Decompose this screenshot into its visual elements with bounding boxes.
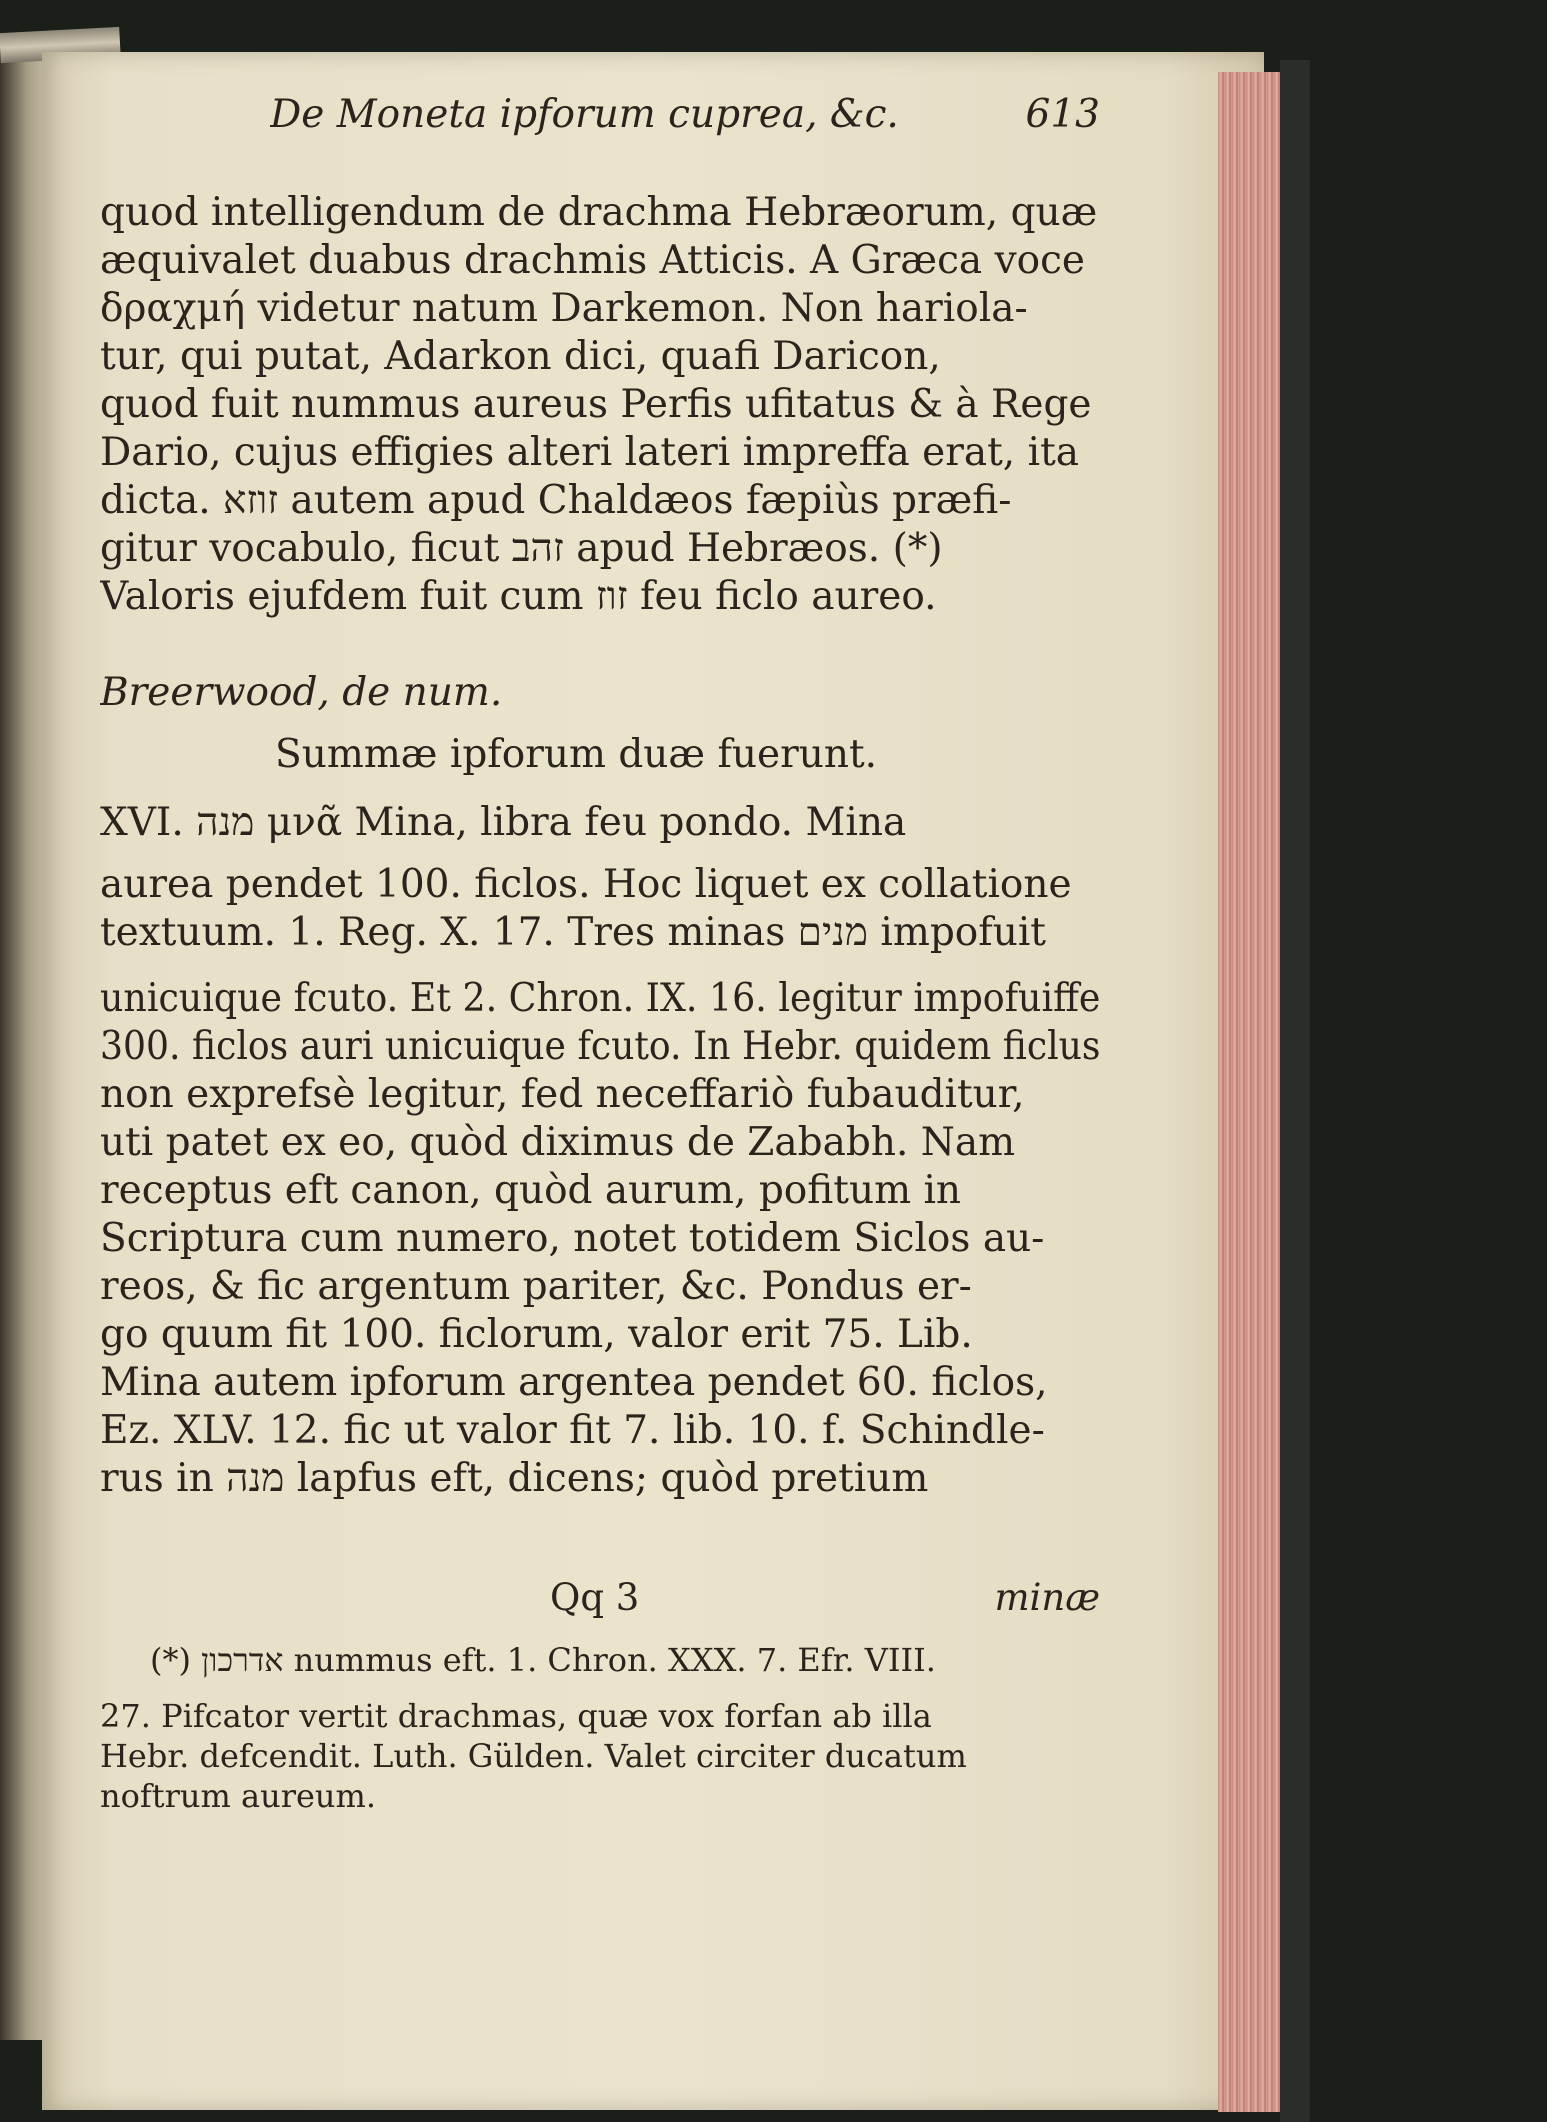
footnote-line: (*) אדרכון nummus eft. 1. Chron. XXX. 7. Efr. VIII. [150,1641,936,1679]
footnote-line: 27. Pifcator vertit drachmas, quæ vox forfan ab illa [100,1697,932,1735]
text-line: dicta. זוזא autem apud Chaldæos fæpiùs præfi- [100,478,1012,523]
text-line: textuum. 1. Reg. X. 17. Tres minas מנים impofuit [100,910,1046,955]
text-line: aurea pendet 100. ficlos. Hoc liquet ex collatione [100,862,1072,907]
catchword: minæ [994,1576,1100,1619]
text-line: 300. ficlos auri unicuique fcuto. In Hebr. quidem ficlus [100,1024,1100,1069]
text-line: rus in מנה lapfus eft, dicens; quòd pretium [100,1456,929,1501]
text-line: δραχμή videtur natum Darkemon. Non hariola- [100,286,1028,331]
text-line: tur, qui putat, Adarkon dici, quafi Daricon, [100,334,941,379]
text-line: quod fuit nummus aureus Perfis ufitatus & à Rege [100,382,1092,427]
signature-line [100,1575,1100,1621]
text-line: Mina autem ipforum argentea pendet 60. ficlos, [100,1360,1048,1405]
text-line: Valoris ejufdem fuit cum זוז feu ficlo aureo. [100,574,937,619]
footnote-line: noftrum aureum. [100,1777,377,1815]
signature-mark: Qq 3 [550,1576,640,1619]
text-line: Ez. XLV. 12. fic ut valor fit 7. lib. 10. f. Schindle- [100,1408,1045,1453]
text-line: æquivalet duabus drachmis Atticis. A Græca voce [100,238,1085,283]
text-line: receptus eft canon, quòd aurum, pofitum in [100,1168,962,1213]
running-title: De Moneta ipforum cuprea, &c. [270,92,899,137]
text-line: Dario, cujus effigies alteri lateri impreffa erat, ita [100,430,1079,475]
background-shadow [1280,60,1310,2122]
text-line: non exprefsè legitur, fed neceffariò fubauditur, [100,1072,1025,1117]
text-line: Scriptura cum numero, notet totidem Siclos au- [100,1216,1045,1261]
text-line: go quum fit 100. ficlorum, valor erit 75. Lib. [100,1312,973,1357]
text-line: quod intelligendum de drachma Hebræorum, quæ [100,190,1098,235]
section-intro: Summæ ipforum duæ fuerunt. [275,732,878,777]
page-block-edge [1218,72,1280,2112]
text-line: gitur vocabulo, ficut זהב apud Hebræos. (*) [100,526,943,571]
running-header [270,92,1100,138]
page-number: 613 [1025,92,1100,137]
citation-line: Breerwood, de num. [100,670,503,715]
text-line: unicuique fcuto. Et 2. Chron. IX. 16. legitur impofuiffe [100,976,1100,1021]
section-heading-line: XVI. מנה μνᾶ Mina, libra feu pondo. Mina [100,800,907,845]
text-line: uti patet ex eo, quòd diximus de Zababh. Nam [100,1120,1016,1165]
footnote-line: Hebr. defcendit. Luth. Gülden. Valet circiter ducatum [100,1737,967,1775]
text-line: reos, & fic argentum pariter, &c. Pondus er- [100,1264,972,1309]
